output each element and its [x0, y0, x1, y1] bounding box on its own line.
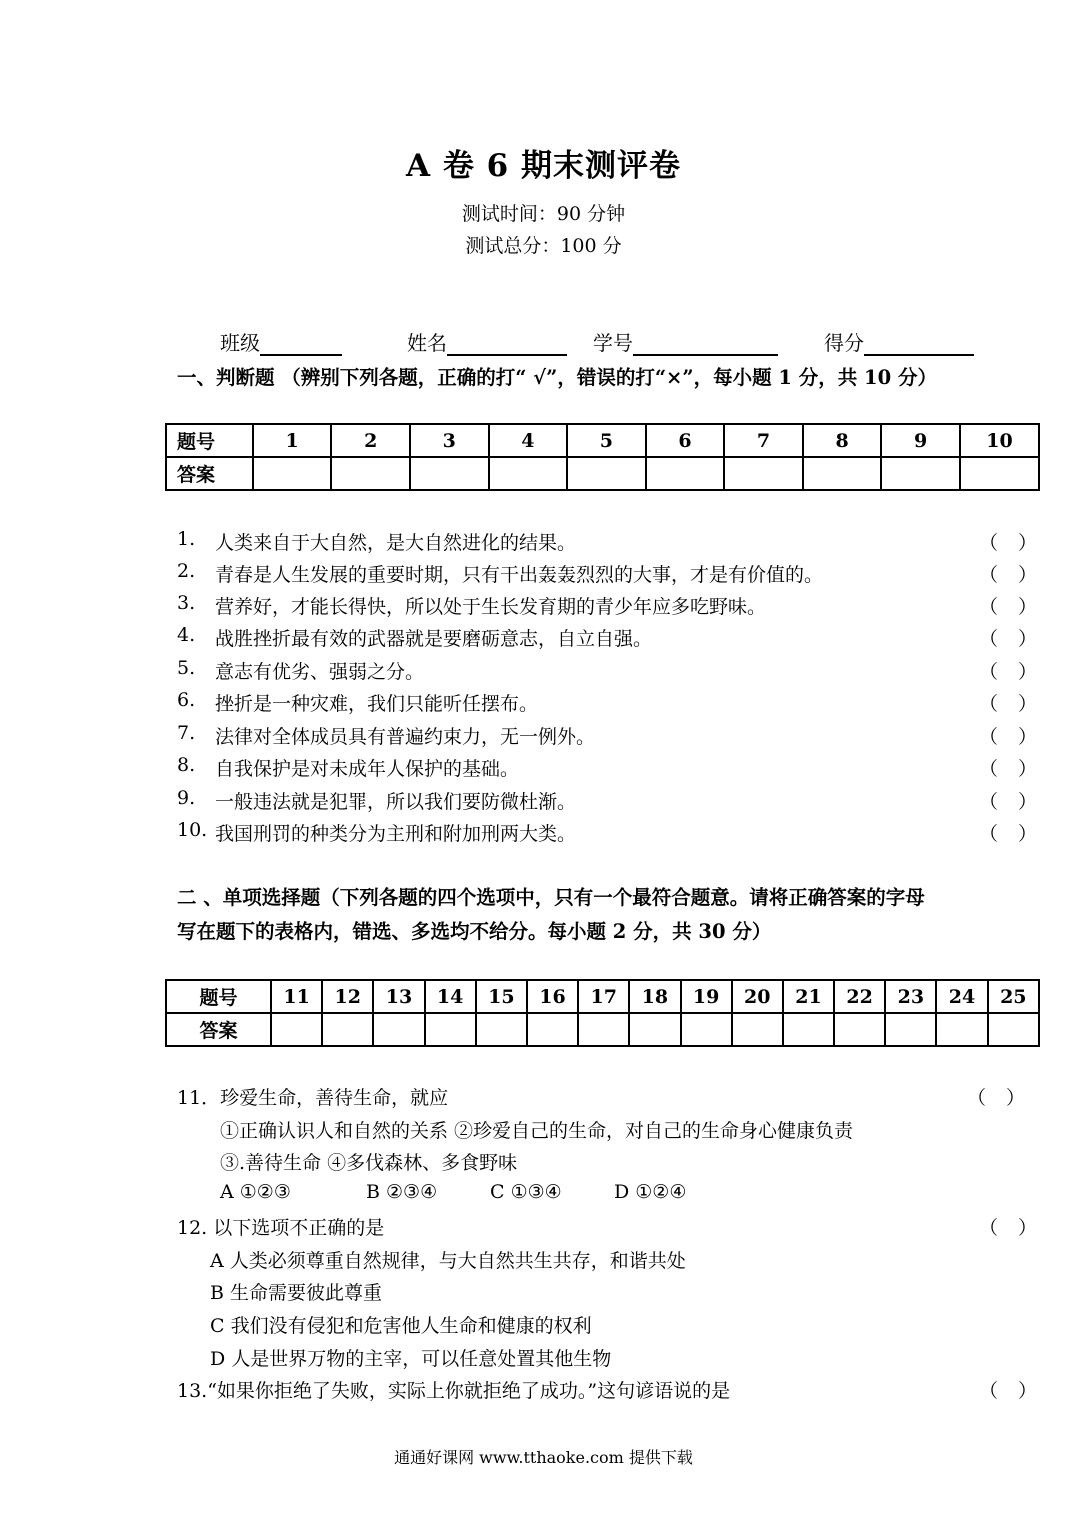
answer-cell[interactable] [271, 1013, 322, 1046]
answer-cell[interactable] [960, 457, 1039, 490]
answer-parentheses[interactable] [979, 624, 1037, 651]
table-header-cell: 8 [803, 424, 882, 457]
answer-parentheses[interactable] [979, 689, 1037, 716]
table-header-cell: 22 [834, 980, 885, 1013]
test-time: 测试时间：90 分钟 [461, 203, 626, 225]
table-header-cell: 3 [410, 424, 489, 457]
table-answer-label: 答案 [166, 1013, 271, 1046]
answer-parentheses[interactable] [979, 1213, 1037, 1240]
table-header-cell: 11 [271, 980, 322, 1013]
table-header-cell: 20 [732, 980, 783, 1013]
answer-cell[interactable] [253, 457, 332, 490]
question-text: 青春是人生发展的重要时期，只有干出轰轰烈烈的大事，才是有价值的。 [215, 564, 824, 586]
question-stem: 11．珍爱生命，善待生命，就应 [177, 1087, 449, 1109]
table-header-cell: 24 [936, 980, 987, 1013]
option-c[interactable]: C 我们没有侵犯和危害他人生命和健康的权利 [210, 1315, 592, 1337]
question-number: 10. [177, 819, 208, 841]
question-text: 战胜挫折最有效的武器就是要磨砺意志，自立自强。 [215, 628, 653, 650]
table-header-cell: 13 [373, 980, 424, 1013]
paren-close: ） [1017, 596, 1037, 618]
judgment-question [177, 528, 1037, 560]
question-number: 6. [177, 689, 196, 711]
answer-cell[interactable] [410, 457, 489, 490]
question-text: 法律对全体成员具有普遍约束力，无一例外。 [215, 726, 596, 748]
option-c[interactable]: C ①③④ [490, 1181, 562, 1203]
paren-open: （ [979, 1217, 999, 1239]
student-id-field[interactable] [593, 327, 778, 356]
answer-cell[interactable] [629, 1013, 680, 1046]
question-text: 一般违法就是犯罪，所以我们要防微杜渐。 [215, 791, 577, 813]
answer-parentheses[interactable] [967, 1083, 1025, 1110]
question-text: 我国刑罚的种类分为主刑和附加刑两大类。 [215, 823, 577, 845]
judgment-question [177, 560, 1037, 592]
section2-answer-table [165, 979, 1040, 1047]
question-stem: 12. 以下选项不正确的是 [177, 1217, 385, 1239]
paren-close: ） [1017, 726, 1037, 748]
paren-open: （ [979, 693, 999, 715]
table-header-cell: 21 [783, 980, 834, 1013]
answer-cell[interactable] [578, 1013, 629, 1046]
table-header-label: 题号 [166, 980, 271, 1013]
question-stem: 13.“如果你拒绝了失败，实际上你就拒绝了成功。”这句谚语说的是 [177, 1380, 731, 1402]
q11-statement-line1: ①正确认识人和自然的关系 ②珍爱自己的生命，对自己的生命身心健康负责 [220, 1120, 854, 1142]
table-header-cell: 1 [253, 424, 332, 457]
paren-open: （ [967, 1087, 987, 1109]
test-total-score: 测试总分：100 分 [465, 235, 622, 257]
answer-parentheses[interactable] [979, 722, 1037, 749]
paren-close: ） [1017, 1380, 1037, 1402]
section1-answer-table [165, 423, 1040, 491]
paren-close: ） [1017, 661, 1037, 683]
paren-close: ） [1017, 758, 1037, 780]
answer-cell[interactable] [732, 1013, 783, 1046]
answer-parentheses[interactable] [979, 528, 1037, 555]
judgment-question [177, 689, 1037, 721]
answer-parentheses[interactable] [979, 592, 1037, 619]
table-answer-row [166, 1013, 1039, 1046]
question-number: 4. [177, 624, 196, 646]
question-text: 人类来自于大自然，是大自然进化的结果。 [215, 532, 577, 554]
table-header-cell: 7 [724, 424, 803, 457]
answer-cell[interactable] [331, 457, 410, 490]
answer-cell[interactable] [834, 1013, 885, 1046]
judgment-question [177, 592, 1037, 624]
answer-cell[interactable] [527, 1013, 578, 1046]
answer-cell[interactable] [681, 1013, 732, 1046]
paren-open: （ [979, 726, 999, 748]
name-label: 姓名 [407, 331, 447, 355]
score-label: 得分 [824, 331, 864, 355]
option-b[interactable]: B ②③④ [366, 1181, 438, 1203]
paren-close: ） [1017, 628, 1037, 650]
question-number: 7. [177, 722, 196, 744]
section2-heading [177, 881, 1047, 949]
option-d[interactable]: D 人是世界万物的主宰，可以任意处置其他生物 [210, 1348, 612, 1370]
judgment-question [177, 754, 1037, 786]
paren-close: ） [1017, 693, 1037, 715]
score-field[interactable] [824, 327, 974, 356]
paren-open: （ [979, 1380, 999, 1402]
answer-cell[interactable] [476, 1013, 527, 1046]
answer-cell[interactable] [425, 1013, 476, 1046]
question-number: 9. [177, 787, 196, 809]
judgment-question [177, 657, 1037, 689]
name-blank[interactable] [447, 330, 567, 356]
table-header-cell: 15 [476, 980, 527, 1013]
answer-parentheses[interactable] [979, 754, 1037, 781]
class-field[interactable] [220, 327, 342, 356]
judgment-question [177, 787, 1037, 819]
answer-cell[interactable] [936, 1013, 987, 1046]
paren-open: （ [979, 661, 999, 683]
answer-cell[interactable] [646, 457, 725, 490]
paren-open: （ [979, 596, 999, 618]
answer-cell[interactable] [881, 457, 960, 490]
question-text: 意志有优劣、强弱之分。 [215, 661, 425, 683]
table-header-cell: 6 [646, 424, 725, 457]
table-answer-label: 答案 [166, 457, 253, 490]
paren-open: （ [979, 532, 999, 554]
option-a[interactable]: A 人类必须尊重自然规律，与大自然共生共存，和谐共处 [210, 1250, 686, 1272]
judgment-question [177, 722, 1037, 754]
section1-heading: 一、判断题 （辨别下列各题，正确的打“ √”，错误的打“×”，每小题 1 分，共 10 分） [177, 366, 937, 389]
student-id-label: 学号 [593, 331, 633, 355]
paren-open: （ [979, 758, 999, 780]
table-answer-row [166, 457, 1039, 490]
paren-open: （ [979, 823, 999, 845]
option-a[interactable]: A ①②③ [220, 1181, 291, 1203]
question-number: 1. [177, 528, 196, 550]
answer-parentheses[interactable] [979, 1376, 1037, 1403]
table-header-cell: 14 [425, 980, 476, 1013]
question-text: 挫折是一种灾难，我们只能听任摆布。 [215, 693, 539, 715]
answer-parentheses[interactable] [979, 787, 1037, 814]
table-header-cell: 18 [629, 980, 680, 1013]
table-header-cell: 4 [489, 424, 568, 457]
table-header-cell: 2 [331, 424, 410, 457]
table-header-row [166, 980, 1039, 1013]
table-header-label: 题号 [166, 424, 253, 457]
paren-close: ） [1005, 1087, 1025, 1109]
table-header-cell: 5 [567, 424, 646, 457]
choice-question-12 [177, 1213, 1037, 1245]
answer-cell[interactable] [567, 457, 646, 490]
answer-cell[interactable] [803, 457, 882, 490]
table-header-cell: 16 [527, 980, 578, 1013]
table-header-cell: 17 [578, 980, 629, 1013]
table-header-cell: 23 [885, 980, 936, 1013]
paren-open: （ [979, 628, 999, 650]
option-d[interactable]: D ①②④ [614, 1181, 687, 1203]
table-header-row [166, 424, 1039, 457]
paren-close: ） [1017, 532, 1037, 554]
question-number: 8. [177, 754, 196, 776]
class-label: 班级 [220, 331, 260, 355]
option-b[interactable]: B 生命需要彼此尊重 [210, 1282, 383, 1304]
class-blank[interactable] [260, 330, 342, 356]
paren-close: ） [1017, 564, 1037, 586]
section2-heading-line1: 二 、单项选择题（下列各题的四个选项中，只有一个最符合题意。请将正确答案的字母 [177, 886, 925, 909]
page-title: A 卷 6 期末测评卷 [406, 148, 681, 184]
q11-statement-line2: ③.善待生命 ④多伐森林、多食野味 [220, 1152, 518, 1174]
judgment-question [177, 819, 1037, 851]
answer-cell[interactable] [885, 1013, 936, 1046]
judgment-question [177, 624, 1037, 656]
paren-close: ） [1017, 823, 1037, 845]
question-number: 3. [177, 592, 196, 614]
answer-cell[interactable] [373, 1013, 424, 1046]
page-footer: 通通好课网 www.tthaoke.com 提供下载 [394, 1448, 693, 1467]
question-number: 5. [177, 657, 196, 679]
answer-parentheses[interactable] [979, 819, 1037, 846]
answer-cell[interactable] [322, 1013, 373, 1046]
answer-cell[interactable] [988, 1013, 1039, 1046]
table-header-cell: 12 [322, 980, 373, 1013]
table-header-cell: 25 [988, 980, 1039, 1013]
table-header-cell: 9 [881, 424, 960, 457]
paren-open: （ [979, 791, 999, 813]
question-text: 营养好，才能长得快，所以处于生长发育期的青少年应多吃野味。 [215, 596, 767, 618]
section2-heading-line2: 写在题下的表格内，错选、多选均不给分。每小题 2 分，共 30 分） [177, 920, 772, 943]
answer-cell[interactable] [783, 1013, 834, 1046]
question-number: 2. [177, 560, 196, 582]
table-header-cell: 10 [960, 424, 1039, 457]
choice-question-13 [177, 1376, 1037, 1408]
paren-close: ） [1017, 791, 1037, 813]
paren-close: ） [1017, 1217, 1037, 1239]
answer-cell[interactable] [489, 457, 568, 490]
choice-question-11 [177, 1083, 1037, 1115]
answer-parentheses[interactable] [979, 657, 1037, 684]
answer-cell[interactable] [724, 457, 803, 490]
question-text: 自我保护是对未成年人保护的基础。 [215, 758, 520, 780]
paren-open: （ [979, 564, 999, 586]
student-id-blank[interactable] [633, 330, 778, 356]
table-header-cell: 19 [681, 980, 732, 1013]
score-blank[interactable] [864, 330, 974, 356]
answer-parentheses[interactable] [979, 560, 1037, 587]
name-field[interactable] [407, 327, 567, 356]
